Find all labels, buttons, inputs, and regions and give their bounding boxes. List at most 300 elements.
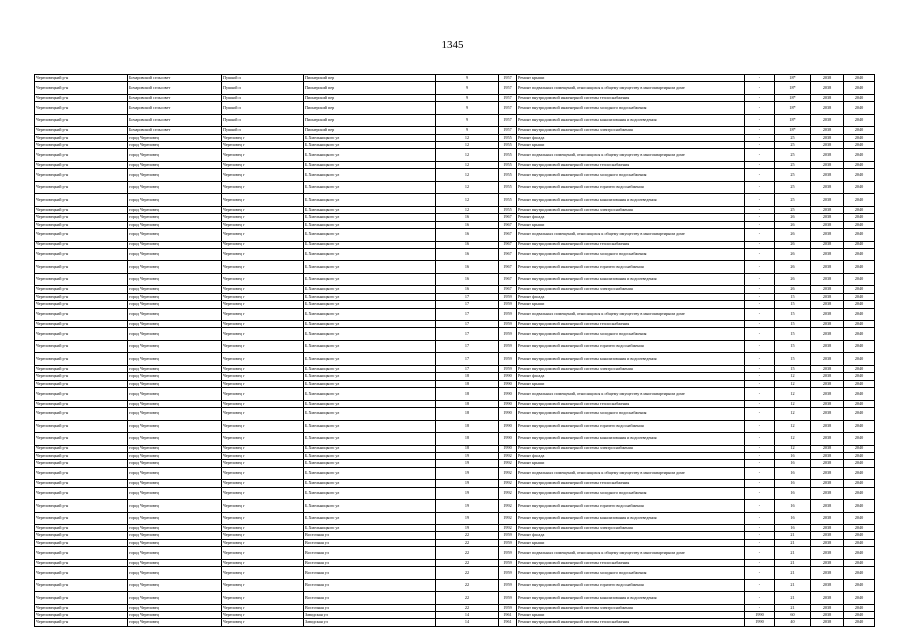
cell-work-type: Ремонт внутридомовой инженерной системы горячего водоснабжения	[517, 500, 745, 513]
cell-municipality: город Череповец	[128, 321, 222, 328]
cell-build-year: 1959	[499, 532, 517, 539]
cell-apartments: 16	[775, 467, 811, 480]
cell-build-year: 1957	[499, 127, 517, 134]
cell-house-number: 16	[436, 261, 499, 274]
cell-build-year: 1955	[499, 134, 517, 141]
cell-last-repair-year: -	[745, 408, 775, 421]
cell-period-end: 2040	[844, 400, 875, 407]
cell-last-repair-year: -	[745, 241, 775, 248]
cell-settlement: Череповец г	[222, 592, 304, 605]
cell-municipality: город Череповец	[128, 340, 222, 353]
cell-work-type: Ремонт внутридомовой инженерной системы канализования и водоотведения	[517, 512, 745, 525]
cell-build-year: 1992	[499, 480, 517, 487]
cell-municipality: город Череповец	[128, 206, 222, 213]
cell-build-year: 1959	[499, 547, 517, 560]
cell-house-number: 22	[436, 547, 499, 560]
cell-work-type: Ремонт внутридомовой инженерной системы горячего водоснабжения	[517, 261, 745, 274]
cell-municipality: город Череповец	[128, 328, 222, 341]
cell-municipality: город Череповец	[128, 525, 222, 532]
cell-period-start: 2038	[811, 539, 844, 546]
cell-work-type: Ремонт крыши	[517, 539, 745, 546]
cell-street: Б.Хмельницкого ул	[304, 142, 436, 149]
cell-municipality: город Череповец	[128, 308, 222, 321]
table-row	[35, 241, 875, 248]
cell-district: Череповецкий р-н	[35, 134, 128, 141]
cell-period-end: 2040	[844, 94, 875, 101]
cell-apartments: 26	[775, 241, 811, 248]
cell-house-number: 17	[436, 321, 499, 328]
table-row	[35, 261, 875, 274]
cell-district: Череповецкий р-н	[35, 388, 128, 401]
cell-settlement: Череповец г	[222, 149, 304, 162]
cell-apartments: 16	[775, 500, 811, 513]
cell-period-start: 2038	[811, 579, 844, 592]
table-row	[35, 433, 875, 446]
table-row	[35, 328, 875, 341]
table-row	[35, 321, 875, 328]
cell-work-type: Ремонт крыши	[517, 612, 745, 619]
cell-build-year: 1955	[499, 149, 517, 162]
cell-period-end: 2040	[844, 353, 875, 366]
cell-build-year: 1990	[499, 420, 517, 433]
cell-build-year: 1967	[499, 261, 517, 274]
cell-apartments: 18*	[775, 127, 811, 134]
cell-municipality: город Череповец	[128, 512, 222, 525]
cell-settlement: Пушкой п	[222, 102, 304, 115]
cell-build-year: 1955	[499, 206, 517, 213]
cell-house-number: 9	[436, 94, 499, 101]
cell-period-start: 2038	[811, 248, 844, 261]
cell-municipality: город Череповец	[128, 273, 222, 286]
cell-apartments: 18*	[775, 114, 811, 127]
cell-last-repair-year: 1990	[745, 612, 775, 619]
cell-period-end: 2040	[844, 619, 875, 626]
cell-last-repair-year: -	[745, 500, 775, 513]
cell-municipality: город Череповец	[128, 181, 222, 194]
cell-period-start: 2038	[811, 445, 844, 452]
table-row	[35, 547, 875, 560]
cell-work-type: Ремонт внутридомовой инженерной системы холодного водоснабжения	[517, 248, 745, 261]
cell-period-end: 2040	[844, 487, 875, 500]
cell-house-number: 18	[436, 445, 499, 452]
table-row	[35, 612, 875, 619]
cell-apartments: 21	[775, 539, 811, 546]
cell-period-end: 2040	[844, 149, 875, 162]
cell-settlement: Череповец г	[222, 532, 304, 539]
cell-street: Б.Хмельницкого ул	[304, 408, 436, 421]
cell-house-number: 18	[436, 388, 499, 401]
cell-apartments: 25	[775, 142, 811, 149]
cell-settlement: Череповец г	[222, 221, 304, 228]
cell-street: Б.Хмельницкого ул	[304, 365, 436, 372]
cell-street: Б.Хмельницкого ул	[304, 445, 436, 452]
cell-district: Череповецкий р-н	[35, 445, 128, 452]
cell-municipality: город Череповец	[128, 161, 222, 168]
cell-apartments: 12	[775, 388, 811, 401]
cell-last-repair-year: -	[745, 592, 775, 605]
cell-period-end: 2040	[844, 525, 875, 532]
cell-municipality: город Череповец	[128, 388, 222, 401]
cell-build-year: 1990	[499, 373, 517, 380]
cell-street: Б.Хмельницкого ул	[304, 194, 436, 207]
cell-municipality: город Череповец	[128, 592, 222, 605]
cell-settlement: Пушкой п	[222, 94, 304, 101]
cell-period-start: 2038	[811, 149, 844, 162]
cell-last-repair-year: -	[745, 604, 775, 611]
cell-work-type: Ремонт внутридомовой инженерной системы горячего водоснабжения	[517, 340, 745, 353]
cell-work-type: Ремонт фасада	[517, 452, 745, 459]
cell-street: Восточная ул	[304, 539, 436, 546]
cell-house-number: 18	[436, 380, 499, 387]
cell-apartments: 18*	[775, 75, 811, 82]
cell-municipality: город Череповец	[128, 487, 222, 500]
cell-period-end: 2040	[844, 388, 875, 401]
cell-street: Б.Хмельницкого ул	[304, 214, 436, 221]
table-row	[35, 114, 875, 127]
table-row	[35, 592, 875, 605]
cell-period-start: 2038	[811, 604, 844, 611]
cell-street: Пионерский пер	[304, 127, 436, 134]
cell-last-repair-year: -	[745, 373, 775, 380]
cell-district: Череповецкий р-н	[35, 127, 128, 134]
cell-street: Б.Хмельницкого ул	[304, 380, 436, 387]
cell-house-number: 16	[436, 229, 499, 242]
cell-district: Череповецкий р-н	[35, 328, 128, 341]
cell-work-type: Ремонт внутридомовой инженерной системы теплоснабжения	[517, 480, 745, 487]
cell-district: Череповецкий р-н	[35, 460, 128, 467]
cell-settlement: Череповец г	[222, 380, 304, 387]
cell-period-end: 2040	[844, 82, 875, 95]
cell-house-number: 18	[436, 373, 499, 380]
cell-last-repair-year: -	[745, 273, 775, 286]
cell-settlement: Череповец г	[222, 365, 304, 372]
cell-settlement: Череповец г	[222, 321, 304, 328]
cell-settlement: Череповец г	[222, 433, 304, 446]
cell-period-start: 2038	[811, 229, 844, 242]
cell-period-start: 2038	[811, 353, 844, 366]
cell-last-repair-year: -	[745, 567, 775, 580]
cell-municipality: город Череповец	[128, 500, 222, 513]
cell-municipality: Бочаровский сельсовет	[128, 82, 222, 95]
cell-settlement: Пушкой п	[222, 127, 304, 134]
cell-build-year: 1959	[499, 293, 517, 300]
cell-municipality: город Череповец	[128, 134, 222, 141]
cell-district: Череповецкий р-н	[35, 592, 128, 605]
cell-street: Восточная ул	[304, 559, 436, 566]
cell-district: Череповецкий р-н	[35, 273, 128, 286]
cell-work-type: Ремонт крыши	[517, 301, 745, 308]
cell-apartments: 18*	[775, 82, 811, 95]
cell-settlement: Череповец г	[222, 248, 304, 261]
cell-last-repair-year: -	[745, 214, 775, 221]
cell-settlement: Череповец г	[222, 301, 304, 308]
cell-street: Б.Хмельницкого ул	[304, 452, 436, 459]
cell-settlement: Череповец г	[222, 388, 304, 401]
cell-last-repair-year: -	[745, 480, 775, 487]
cell-build-year: 1961	[499, 612, 517, 619]
cell-municipality: город Череповец	[128, 286, 222, 293]
cell-period-end: 2040	[844, 500, 875, 513]
cell-build-year: 1967	[499, 229, 517, 242]
cell-last-repair-year: -	[745, 512, 775, 525]
cell-house-number: 16	[436, 241, 499, 248]
cell-work-type: Ремонт внутридомовой инженерной системы холодного водоснабжения	[517, 102, 745, 115]
cell-settlement: Череповец г	[222, 612, 304, 619]
cell-district: Череповецкий р-н	[35, 221, 128, 228]
cell-period-end: 2040	[844, 445, 875, 452]
cell-settlement: Череповец г	[222, 579, 304, 592]
cell-settlement: Череповец г	[222, 467, 304, 480]
cell-last-repair-year: -	[745, 94, 775, 101]
cell-district: Череповецкий р-н	[35, 214, 128, 221]
cell-house-number: 19	[436, 525, 499, 532]
cell-build-year: 1967	[499, 214, 517, 221]
cell-apartments: 26	[775, 261, 811, 274]
cell-apartments: 25	[775, 169, 811, 182]
cell-period-end: 2040	[844, 214, 875, 221]
table-row	[35, 293, 875, 300]
cell-settlement: Череповец г	[222, 539, 304, 546]
cell-build-year: 1967	[499, 241, 517, 248]
cell-build-year: 1955	[499, 181, 517, 194]
cell-last-repair-year: -	[745, 308, 775, 321]
cell-settlement: Череповец г	[222, 229, 304, 242]
cell-municipality: город Череповец	[128, 547, 222, 560]
cell-settlement: Череповец г	[222, 161, 304, 168]
cell-district: Череповецкий р-н	[35, 433, 128, 446]
cell-period-end: 2040	[844, 460, 875, 467]
cell-last-repair-year: -	[745, 102, 775, 115]
cell-settlement: Череповец г	[222, 353, 304, 366]
cell-period-end: 2040	[844, 75, 875, 82]
cell-period-end: 2040	[844, 592, 875, 605]
cell-work-type: Ремонт внутридомовой инженерной системы горячего водоснабжения	[517, 579, 745, 592]
cell-period-end: 2040	[844, 532, 875, 539]
cell-municipality: город Череповец	[128, 248, 222, 261]
cell-work-type: Ремонт крыши	[517, 460, 745, 467]
cell-settlement: Череповец г	[222, 460, 304, 467]
cell-apartments: 16	[775, 525, 811, 532]
cell-apartments: 25	[775, 206, 811, 213]
cell-district: Череповецкий р-н	[35, 75, 128, 82]
cell-house-number: 22	[436, 579, 499, 592]
cell-apartments: 12	[775, 373, 811, 380]
cell-street: Б.Хмельницкого ул	[304, 467, 436, 480]
cell-build-year: 1992	[499, 452, 517, 459]
cell-street: Заводская ул	[304, 612, 436, 619]
cell-district: Череповецкий р-н	[35, 241, 128, 248]
cell-district: Череповецкий р-н	[35, 261, 128, 274]
cell-apartments: 60	[775, 612, 811, 619]
cell-house-number: 22	[436, 604, 499, 611]
cell-municipality: город Череповец	[128, 169, 222, 182]
cell-build-year: 1955	[499, 169, 517, 182]
cell-street: Б.Хмельницкого ул	[304, 353, 436, 366]
table-row	[35, 82, 875, 95]
table-row	[35, 532, 875, 539]
cell-build-year: 1955	[499, 142, 517, 149]
cell-municipality: город Череповец	[128, 142, 222, 149]
cell-build-year: 1959	[499, 340, 517, 353]
cell-period-start: 2038	[811, 340, 844, 353]
cell-municipality: город Череповец	[128, 380, 222, 387]
cell-municipality: город Череповец	[128, 559, 222, 566]
cell-settlement: Череповец г	[222, 340, 304, 353]
cell-period-start: 2038	[811, 487, 844, 500]
table-row	[35, 452, 875, 459]
cell-house-number: 12	[436, 134, 499, 141]
cell-build-year: 1959	[499, 353, 517, 366]
cell-house-number: 22	[436, 592, 499, 605]
cell-street: Б.Хмельницкого ул	[304, 388, 436, 401]
cell-settlement: Череповец г	[222, 559, 304, 566]
cell-municipality: город Череповец	[128, 420, 222, 433]
cell-municipality: город Череповец	[128, 567, 222, 580]
cell-period-start: 2038	[811, 194, 844, 207]
cell-work-type: Ремонт внутридомовой инженерной системы электроснабжения	[517, 445, 745, 452]
cell-apartments: 40	[775, 619, 811, 626]
cell-district: Череповецкий р-н	[35, 480, 128, 487]
cell-period-end: 2040	[844, 134, 875, 141]
cell-settlement: Череповец г	[222, 420, 304, 433]
cell-period-start: 2038	[811, 460, 844, 467]
cell-period-start: 2038	[811, 206, 844, 213]
cell-house-number: 12	[436, 181, 499, 194]
cell-apartments: 26	[775, 229, 811, 242]
cell-street: Б.Хмельницкого ул	[304, 248, 436, 261]
cell-settlement: Череповец г	[222, 308, 304, 321]
cell-last-repair-year: -	[745, 452, 775, 459]
cell-street: Б.Хмельницкого ул	[304, 512, 436, 525]
cell-last-repair-year: -	[745, 229, 775, 242]
cell-work-type: Ремонт внутридомовой инженерной системы электроснабжения	[517, 127, 745, 134]
cell-house-number: 18	[436, 400, 499, 407]
cell-street: Пионерский пер	[304, 75, 436, 82]
cell-build-year: 1957	[499, 102, 517, 115]
cell-period-end: 2040	[844, 579, 875, 592]
cell-build-year: 1959	[499, 604, 517, 611]
cell-work-type: Ремонт внутридомовой инженерной системы холодного водоснабжения	[517, 408, 745, 421]
cell-municipality: Бочаровский сельсовет	[128, 94, 222, 101]
cell-period-start: 2038	[811, 127, 844, 134]
table-row	[35, 400, 875, 407]
cell-build-year: 1955	[499, 194, 517, 207]
table-row	[35, 480, 875, 487]
cell-apartments: 12	[775, 420, 811, 433]
cell-work-type: Ремонт внутридомовой инженерной системы канализования и водоотведения	[517, 273, 745, 286]
cell-last-repair-year: -	[745, 400, 775, 407]
cell-work-type: Ремонт внутридомовой инженерной системы канализования и водоотведения	[517, 114, 745, 127]
cell-build-year: 1990	[499, 388, 517, 401]
cell-period-start: 2038	[811, 532, 844, 539]
cell-last-repair-year: -	[745, 353, 775, 366]
cell-build-year: 1957	[499, 82, 517, 95]
cell-period-end: 2040	[844, 567, 875, 580]
cell-street: Восточная ул	[304, 579, 436, 592]
cell-street: Восточная ул	[304, 567, 436, 580]
cell-street: Восточная ул	[304, 532, 436, 539]
cell-street: Б.Хмельницкого ул	[304, 433, 436, 446]
cell-period-start: 2038	[811, 512, 844, 525]
cell-build-year: 1959	[499, 308, 517, 321]
cell-period-end: 2040	[844, 161, 875, 168]
cell-apartments: 25	[775, 181, 811, 194]
cell-municipality: город Череповец	[128, 149, 222, 162]
cell-municipality: Бочаровский сельсовет	[128, 102, 222, 115]
cell-period-start: 2038	[811, 308, 844, 321]
cell-period-start: 2038	[811, 388, 844, 401]
cell-district: Череповецкий р-н	[35, 579, 128, 592]
cell-house-number: 12	[436, 169, 499, 182]
cell-apartments: 21	[775, 592, 811, 605]
cell-period-start: 2038	[811, 328, 844, 341]
cell-last-repair-year: -	[745, 579, 775, 592]
cell-period-end: 2040	[844, 142, 875, 149]
cell-apartments: 21	[775, 604, 811, 611]
table-row	[35, 408, 875, 421]
cell-work-type: Ремонт подвальных помещений, относящихся к общему имуществу в многоквартирном доме	[517, 547, 745, 560]
cell-period-start: 2038	[811, 559, 844, 566]
cell-settlement: Череповец г	[222, 293, 304, 300]
cell-district: Череповецкий р-н	[35, 169, 128, 182]
cell-district: Череповецкий р-н	[35, 365, 128, 372]
cell-period-end: 2040	[844, 169, 875, 182]
cell-apartments: 26	[775, 214, 811, 221]
cell-settlement: Череповец г	[222, 273, 304, 286]
cell-period-end: 2040	[844, 206, 875, 213]
cell-settlement: Череповец г	[222, 547, 304, 560]
cell-municipality: город Череповец	[128, 433, 222, 446]
cell-period-start: 2038	[811, 181, 844, 194]
table-row	[35, 340, 875, 353]
cell-district: Череповецкий р-н	[35, 512, 128, 525]
cell-period-end: 2040	[844, 321, 875, 328]
table-row	[35, 604, 875, 611]
cell-street: Б.Хмельницкого ул	[304, 420, 436, 433]
cell-period-end: 2040	[844, 127, 875, 134]
cell-settlement: Череповец г	[222, 480, 304, 487]
cell-street: Б.Хмельницкого ул	[304, 261, 436, 274]
cell-municipality: город Череповец	[128, 467, 222, 480]
cell-street: Б.Хмельницкого ул	[304, 321, 436, 328]
cell-street: Б.Хмельницкого ул	[304, 480, 436, 487]
table-row	[35, 619, 875, 626]
cell-apartments: 26	[775, 221, 811, 228]
cell-district: Череповецкий р-н	[35, 532, 128, 539]
cell-house-number: 12	[436, 161, 499, 168]
cell-municipality: город Череповец	[128, 400, 222, 407]
cell-settlement: Череповец г	[222, 134, 304, 141]
cell-apartments: 16	[775, 487, 811, 500]
cell-apartments: 12	[775, 445, 811, 452]
table-row	[35, 149, 875, 162]
table-row	[35, 579, 875, 592]
cell-period-start: 2038	[811, 286, 844, 293]
cell-settlement: Череповец г	[222, 181, 304, 194]
cell-work-type: Ремонт внутридомовой инженерной системы теплоснабжения	[517, 94, 745, 101]
cell-period-end: 2040	[844, 408, 875, 421]
cell-street: Б.Хмельницкого ул	[304, 500, 436, 513]
cell-house-number: 17	[436, 293, 499, 300]
cell-street: Б.Хмельницкого ул	[304, 221, 436, 228]
cell-period-start: 2038	[811, 452, 844, 459]
cell-apartments: 18*	[775, 102, 811, 115]
cell-street: Б.Хмельницкого ул	[304, 308, 436, 321]
cell-street: Пионерский пер	[304, 82, 436, 95]
cell-district: Череповецкий р-н	[35, 102, 128, 115]
cell-municipality: город Череповец	[128, 460, 222, 467]
cell-municipality: город Череповец	[128, 480, 222, 487]
